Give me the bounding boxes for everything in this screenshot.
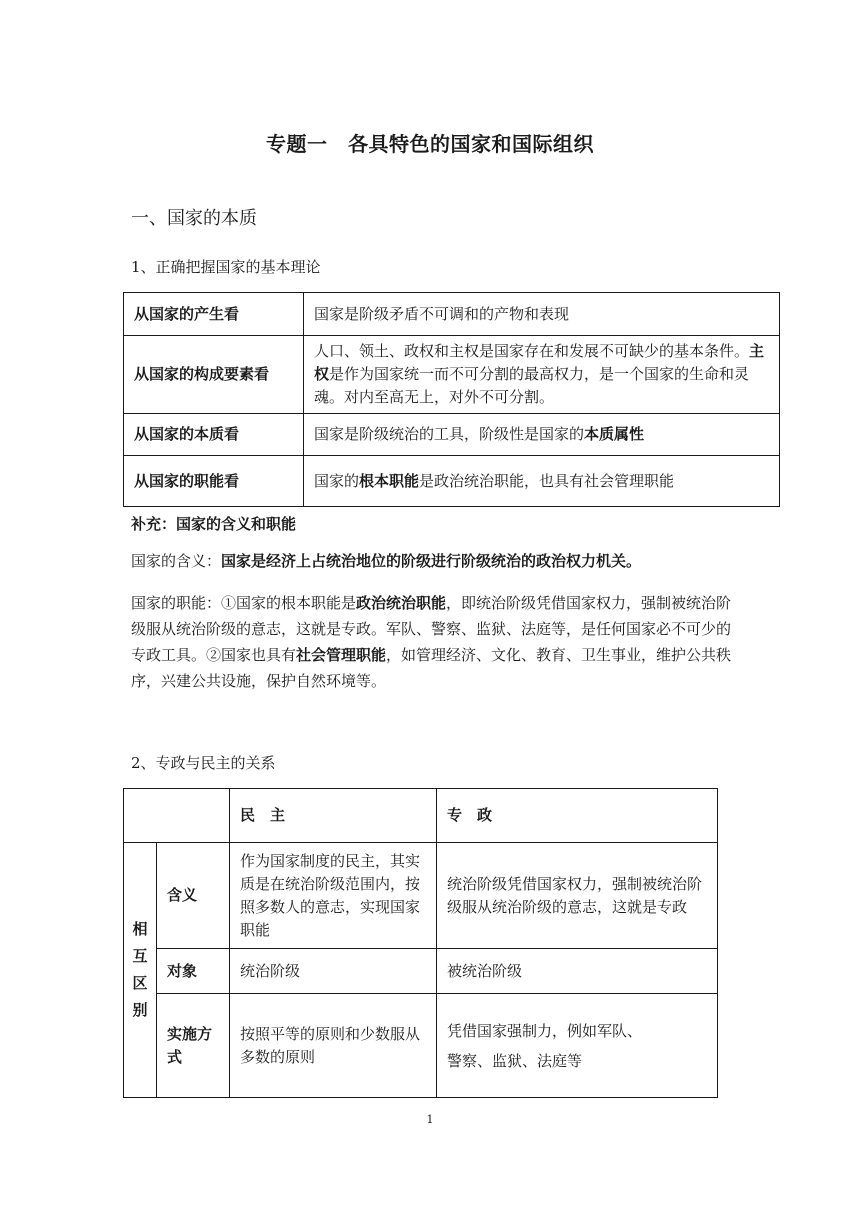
section-heading: 一、国家的本质 bbox=[131, 208, 257, 229]
table-row bbox=[124, 456, 780, 507]
dictatorship-cell: 被统治阶级 bbox=[437, 949, 718, 994]
group-char: 别 bbox=[132, 1001, 148, 1019]
functions-paragraph bbox=[131, 590, 743, 694]
table-row bbox=[124, 949, 718, 994]
page-number: 1 bbox=[426, 1113, 434, 1126]
definition-paragraph bbox=[131, 548, 743, 574]
table-row bbox=[124, 843, 718, 949]
functions-text: 国家的职能：①国家的根本职能是 bbox=[131, 594, 357, 612]
column-header: 民 主 bbox=[230, 789, 437, 843]
row-key: 从国家的职能看 bbox=[124, 456, 304, 507]
row-value bbox=[304, 414, 780, 456]
cell-line: 凭借国家强制力，例如军队、 bbox=[447, 1021, 643, 1040]
functions-text: ，即统治阶级凭借国家权力，强制被统治阶级服从统治阶级的意志，这就是专政。军队、警察、监狱、法庭等，是任何国家必不可少的专政工具。②国家也具有 bbox=[131, 594, 732, 664]
value-text: 人口、领土、政权和主权是国家存在和发展不可缺少的基本条件。 bbox=[314, 342, 750, 360]
table-row bbox=[124, 994, 718, 1098]
functions-emphasis: 政治统治职能 bbox=[356, 594, 447, 612]
row-label: 实施方式 bbox=[157, 994, 230, 1098]
value-text: 国家是阶级统治的工具，阶级性是国家的 bbox=[314, 425, 585, 443]
supplement-heading: 补充：国家的含义和职能 bbox=[131, 515, 297, 533]
theory-table bbox=[123, 292, 780, 507]
group-label bbox=[124, 843, 157, 1098]
functions-emphasis: 社会管理职能 bbox=[296, 646, 387, 664]
row-label: 含义 bbox=[157, 843, 230, 949]
cell-line: 警察、监狱、法庭等 bbox=[447, 1051, 583, 1070]
row-key: 从国家的本质看 bbox=[124, 414, 304, 456]
page-title: 专题一 各具特色的国家和国际组织 bbox=[266, 132, 594, 156]
corner-cell bbox=[124, 789, 230, 843]
subsection-heading: 1、正确把握国家的基本理论 bbox=[131, 258, 321, 276]
dictatorship-cell bbox=[437, 994, 718, 1098]
row-key: 从国家的产生看 bbox=[124, 293, 304, 336]
group-char: 区 bbox=[132, 974, 148, 992]
definition-text: 国家是经济上占统治地位的阶级进行阶级统治的政治权力机关。 bbox=[221, 552, 642, 570]
row-key: 从国家的构成要素看 bbox=[124, 336, 304, 414]
subsection-heading: 2、专政与民主的关系 bbox=[131, 754, 276, 772]
group-char: 相 bbox=[132, 920, 148, 938]
row-value: 国家是阶级矛盾不可调和的产物和表现 bbox=[304, 293, 780, 336]
row-value bbox=[304, 456, 780, 507]
value-emphasis: 根本职能 bbox=[359, 471, 420, 490]
democracy-dictatorship-table bbox=[123, 788, 718, 1098]
column-header: 专 政 bbox=[437, 789, 718, 843]
democracy-cell: 按照平等的原则和少数服从多数的原则 bbox=[230, 994, 437, 1098]
table-row bbox=[124, 336, 780, 414]
row-value bbox=[304, 336, 780, 414]
table-row bbox=[124, 789, 718, 843]
value-emphasis: 主权 bbox=[314, 342, 765, 383]
dictatorship-cell: 统治阶级凭借国家权力，强制被统治阶级服从统治阶级的意志，这就是专政 bbox=[437, 843, 718, 949]
group-char: 互 bbox=[132, 947, 148, 965]
row-label: 对象 bbox=[157, 949, 230, 994]
democracy-cell: 作为国家制度的民主，其实质是在统治阶级范围内，按照多数人的意志，实现国家职能 bbox=[230, 843, 437, 949]
value-text: 是作为国家统一而不可分割的最高权力，是一个国家的生命和灵魂。对内至高无上，对外不可分割。 bbox=[314, 365, 750, 406]
value-text: 是政治统治职能，也具有社会管理职能 bbox=[419, 471, 675, 490]
value-emphasis: 本质属性 bbox=[584, 425, 645, 443]
value-text: 国家的 bbox=[314, 471, 360, 490]
table-row bbox=[124, 293, 780, 336]
functions-text: ，如管理经济、文化、教育、卫生事业，维护公共秩序，兴建公共设施，保护自然环境等。 bbox=[131, 646, 732, 690]
definition-label: 国家的含义： bbox=[131, 552, 222, 570]
democracy-cell: 统治阶级 bbox=[230, 949, 437, 994]
table-row bbox=[124, 414, 780, 456]
